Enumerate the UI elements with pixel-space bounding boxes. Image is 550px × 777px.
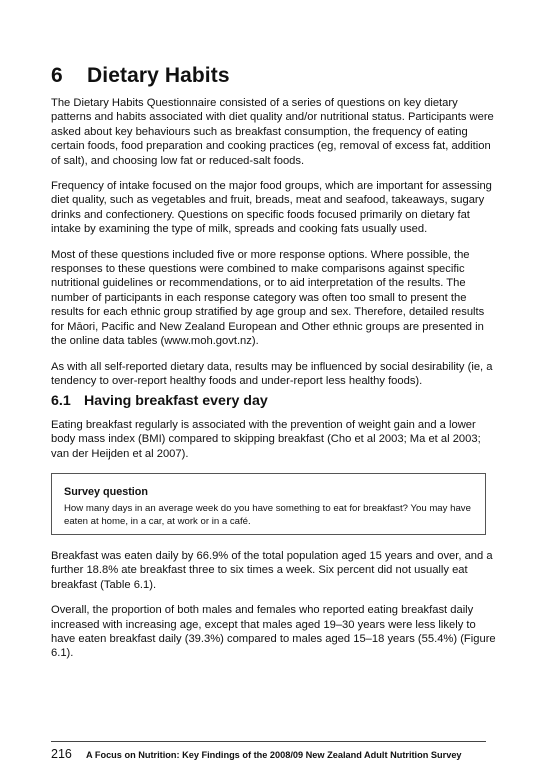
chapter-paragraph: Frequency of intake focused on the major food groups, which are important for assessing diet quality, such as vegetables and fruit, breads, meat and seafood, takeaways, sugary drinks and confectionery. Questions on specific foods focused primarily on dietary fat intake by examining the type of milk, spreads and cooking fats usually used.: [51, 180, 492, 236]
chapter-paragraph: As with all self-reported dietary data, results may be influenced by social desirability (ie, a tendency to over-report healthy foods and under-report less healthy foods).: [51, 360, 493, 387]
chapter-paragraph: The Dietary Habits Questionnaire consisted of a series of questions on key dietary patterns and habits associated with diet quality and/or nutritional status. Participants were asked about key behaviours such as breakfast consumption, the frequency of eating certain foods, food preparation and cooking practices (eg, removal of excess fat, addition of salt), and choosing low fat or reduced-salt foods.: [51, 97, 494, 167]
section-intro-paragraph: Eating breakfast regularly is associated with the prevention of weight gain and a lower body mass index (BMI) compared to skipping breakfast (Cho et al 2003; Ma et al 2003; van der Heijden et al 2007).: [51, 419, 481, 460]
chapter-paragraph: Most of these questions included five or more response options. Where possible, the responses to these questions were combined to make comparisons against specific nutritional guidelines or recommendations, or to aid interpretation of the results. The number of participants in each response category was often too small to present the results for each ethnic group stratified by age group and sex. Therefore, detailed results for Māori, Pacific and New Zealand European and Other ethnic groups are presented in the online data tables (www.moh.govt.nz).: [51, 248, 485, 348]
survey-question-box: [51, 473, 486, 535]
footer-page-number: 216: [51, 747, 72, 761]
footer-publication-title: A Focus on Nutrition: Key Findings of the 2008/09 New Zealand Adult Nutrition Survey: [86, 750, 462, 760]
chapter-heading: [51, 64, 230, 88]
section-intro: [51, 418, 499, 472]
section-title: Having breakfast every day: [84, 393, 268, 409]
section-heading: [51, 393, 268, 409]
section-body: [51, 549, 499, 672]
chapter-title: Dietary Habits: [87, 64, 230, 87]
chapter-number: 6: [51, 64, 63, 87]
section-number: 6.1: [51, 393, 71, 409]
survey-box-title: Survey question: [64, 486, 148, 498]
chapter-body: [51, 96, 499, 399]
footer-rule: [51, 741, 486, 742]
survey-box-text: How many days in an average week do you have something to eat for breakfast? You may have eaten at home, in a car, at work or in a café.: [64, 503, 471, 528]
section-paragraph: Overall, the proportion of both males and females who reported eating breakfast daily increased with increasing age, except that males aged 19–30 years were less likely to have eaten breakfast daily (39.3%) compared to males aged 15–18 years (55.4%) (Figure 6.1).: [51, 604, 496, 660]
section-paragraph: Breakfast was eaten daily by 66.9% of the total population aged 15 years and over, and a further 18.8% ate breakfast three to six times a week. Six percent did not usually eat breakfast (Table 6.1).: [51, 550, 493, 591]
